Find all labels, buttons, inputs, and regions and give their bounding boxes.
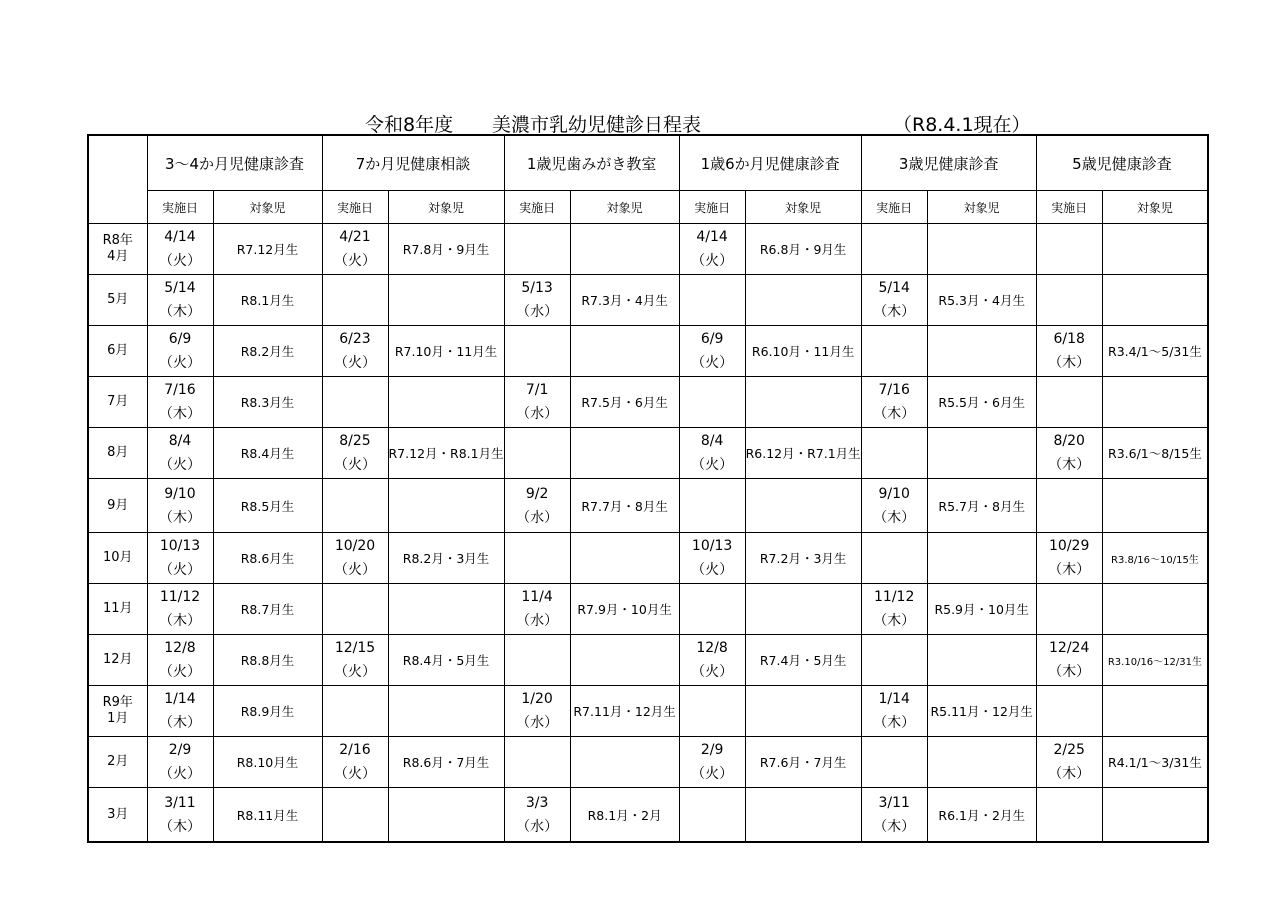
target-column-header: 対象児 xyxy=(1102,191,1208,224)
date-cell xyxy=(322,377,388,428)
date-cell xyxy=(1036,479,1102,533)
target-cell xyxy=(745,275,861,326)
target-cell: R5.3月・4月生 xyxy=(927,275,1036,326)
date-value: 1/14 xyxy=(878,691,910,707)
target-cell: R8.6月・7月生 xyxy=(388,737,504,788)
date-cell xyxy=(504,584,570,635)
date-cell xyxy=(147,686,213,737)
target-cell: R7.3月・4月生 xyxy=(570,275,679,326)
target-cell: R7.12月生 xyxy=(213,224,322,275)
weekday-value: （火） xyxy=(334,664,376,680)
month-label xyxy=(88,479,147,533)
date-column-header: 実施日 xyxy=(147,191,213,224)
date-cell xyxy=(861,686,927,737)
date-cell xyxy=(147,428,213,479)
program-header: 3～4か月児健康診査 xyxy=(147,135,322,191)
date-cell xyxy=(147,275,213,326)
date-value: 2/9 xyxy=(168,742,192,758)
date-cell xyxy=(861,533,927,584)
target-cell: R5.5月・6月生 xyxy=(927,377,1036,428)
date-cell xyxy=(861,428,927,479)
date-cell xyxy=(679,584,745,635)
weekday-value: （火） xyxy=(691,457,734,473)
date-cell xyxy=(861,326,927,377)
month-row xyxy=(88,275,1208,326)
target-cell: R7.2月・3月生 xyxy=(745,533,861,584)
weekday-value: （火） xyxy=(691,562,734,578)
corner-cell xyxy=(88,135,147,224)
target-cell xyxy=(388,788,504,843)
target-cell xyxy=(927,428,1036,479)
date-cell xyxy=(861,224,927,275)
date-value: 5/13 xyxy=(521,280,553,296)
month-row xyxy=(88,737,1208,788)
date-column-header: 実施日 xyxy=(861,191,927,224)
month-label-line: 5月 xyxy=(107,292,129,307)
target-cell xyxy=(927,326,1036,377)
date-cell xyxy=(322,584,388,635)
target-cell xyxy=(1102,788,1208,843)
target-cell xyxy=(745,788,861,843)
target-cell xyxy=(1102,224,1208,275)
month-label xyxy=(88,224,147,275)
target-cell: R8.6月生 xyxy=(213,533,322,584)
date-value: 4/14 xyxy=(696,229,728,245)
target-cell: R5.7月・8月生 xyxy=(927,479,1036,533)
program-header: 3歳児健康診査 xyxy=(861,135,1036,191)
month-label-line: 12月 xyxy=(102,652,133,667)
date-value: 11/12 xyxy=(159,589,201,605)
month-label xyxy=(88,635,147,686)
date-value: 2/25 xyxy=(1053,742,1085,758)
target-cell: R8.4月・5月生 xyxy=(388,635,504,686)
month-row xyxy=(88,533,1208,584)
date-value: 10/20 xyxy=(334,538,376,554)
target-cell xyxy=(1102,275,1208,326)
weekday-value: （木） xyxy=(873,406,916,422)
health-checkup-schedule-table xyxy=(87,134,1209,843)
weekday-value: （水） xyxy=(516,509,559,526)
date-value: 2/16 xyxy=(339,742,371,758)
date-cell xyxy=(679,377,745,428)
date-value: 1/14 xyxy=(164,691,196,707)
target-cell: R8.5月生 xyxy=(213,479,322,533)
date-value: 12/24 xyxy=(1049,640,1090,656)
month-label-line: R9年 xyxy=(102,695,133,710)
date-cell xyxy=(861,479,927,533)
target-cell xyxy=(745,686,861,737)
weekday-value: （木） xyxy=(159,613,201,629)
target-cell: R6.1月・2月生 xyxy=(927,788,1036,843)
weekday-value: （火） xyxy=(159,457,201,473)
target-cell xyxy=(388,479,504,533)
target-cell: R7.6月・7月生 xyxy=(745,737,861,788)
target-cell: R7.11月・12月生 xyxy=(570,686,679,737)
date-cell xyxy=(504,686,570,737)
target-cell: R7.7月・8月生 xyxy=(570,479,679,533)
date-value: 12/8 xyxy=(696,640,728,656)
date-cell xyxy=(322,326,388,377)
month-label-line: 3月 xyxy=(107,806,129,822)
target-cell: R7.10月・11月生 xyxy=(388,326,504,377)
month-row xyxy=(88,377,1208,428)
subheader-row xyxy=(88,191,1208,224)
target-column-header: 対象児 xyxy=(745,191,861,224)
date-cell xyxy=(861,584,927,635)
month-label-line: 7月 xyxy=(107,394,129,409)
date-cell xyxy=(322,635,388,686)
weekday-value: （木） xyxy=(159,304,201,320)
weekday-value: （水） xyxy=(516,715,559,731)
program-header: 5歳児健康診査 xyxy=(1036,135,1208,191)
date-cell xyxy=(504,533,570,584)
date-cell xyxy=(322,686,388,737)
date-value: 12/15 xyxy=(334,640,376,656)
date-value: 9/10 xyxy=(878,485,910,502)
date-value: 10/13 xyxy=(691,538,733,554)
target-cell xyxy=(570,326,679,377)
target-cell xyxy=(927,737,1036,788)
date-cell xyxy=(679,686,745,737)
date-value: 3/11 xyxy=(164,794,196,811)
weekday-value: （木） xyxy=(873,613,916,629)
month-row xyxy=(88,686,1208,737)
date-cell xyxy=(861,377,927,428)
target-cell: R3.4/1～5/31生 xyxy=(1102,326,1208,377)
month-label xyxy=(88,584,147,635)
date-cell xyxy=(1036,224,1102,275)
date-cell xyxy=(1036,326,1102,377)
month-label-line: 2月 xyxy=(107,754,129,769)
month-label-line: 1月 xyxy=(107,711,129,726)
month-row xyxy=(88,224,1208,275)
date-cell xyxy=(1036,686,1102,737)
weekday-value: （木） xyxy=(159,818,201,835)
date-cell xyxy=(679,635,745,686)
date-value: 8/20 xyxy=(1053,433,1085,449)
weekday-value: （木） xyxy=(1048,457,1091,473)
weekday-value: （火） xyxy=(159,253,201,269)
date-value: 10/29 xyxy=(1049,538,1090,554)
date-value: 3/11 xyxy=(878,794,910,811)
date-cell xyxy=(322,275,388,326)
date-cell xyxy=(679,737,745,788)
fiscal-year-label: 令和8年度 xyxy=(365,114,454,136)
date-cell xyxy=(504,428,570,479)
target-cell xyxy=(927,224,1036,275)
target-cell xyxy=(388,584,504,635)
schedule-title: 美濃市乳幼児健診日程表 xyxy=(492,114,702,136)
target-cell: R4.1/1～3/31生 xyxy=(1102,737,1208,788)
month-label-line: 10月 xyxy=(102,550,133,565)
date-cell xyxy=(147,224,213,275)
month-label xyxy=(88,737,147,788)
month-label xyxy=(88,533,147,584)
target-cell xyxy=(388,377,504,428)
month-label xyxy=(88,788,147,843)
weekday-value: （火） xyxy=(691,766,734,782)
date-cell xyxy=(147,737,213,788)
date-value: 12/8 xyxy=(164,640,196,656)
date-value: 6/9 xyxy=(700,331,724,347)
month-row xyxy=(88,635,1208,686)
month-row xyxy=(88,428,1208,479)
weekday-value: （木） xyxy=(1048,355,1091,371)
target-cell xyxy=(927,533,1036,584)
month-label xyxy=(88,686,147,737)
date-cell xyxy=(861,635,927,686)
month-label xyxy=(88,428,147,479)
date-value: 6/23 xyxy=(339,331,371,347)
date-column-header: 実施日 xyxy=(322,191,388,224)
target-cell xyxy=(388,686,504,737)
date-cell xyxy=(1036,584,1102,635)
target-cell xyxy=(927,635,1036,686)
date-cell xyxy=(679,275,745,326)
target-cell: R7.12月・R8.1月生 xyxy=(388,428,504,479)
target-cell: R7.8月・9月生 xyxy=(388,224,504,275)
date-value: 4/21 xyxy=(339,229,371,245)
weekday-value: （木） xyxy=(1048,766,1091,782)
date-cell xyxy=(1036,788,1102,843)
date-cell xyxy=(322,533,388,584)
date-cell xyxy=(679,788,745,843)
target-cell xyxy=(570,224,679,275)
date-value: 7/16 xyxy=(878,382,910,398)
date-value: 6/9 xyxy=(168,331,192,347)
date-cell xyxy=(861,737,927,788)
date-cell xyxy=(504,788,570,843)
date-cell xyxy=(322,224,388,275)
target-cell: R8.7月生 xyxy=(213,584,322,635)
date-cell xyxy=(679,479,745,533)
date-cell xyxy=(322,737,388,788)
date-column-header: 実施日 xyxy=(679,191,745,224)
date-cell xyxy=(322,788,388,843)
target-cell xyxy=(570,737,679,788)
target-column-header: 対象児 xyxy=(927,191,1036,224)
date-value: 7/1 xyxy=(525,382,549,398)
date-cell xyxy=(1036,635,1102,686)
weekday-value: （木） xyxy=(873,818,916,835)
target-cell: R5.9月・10月生 xyxy=(927,584,1036,635)
program-header: 7か月児健康相談 xyxy=(322,135,504,191)
weekday-value: （水） xyxy=(516,406,559,422)
date-cell xyxy=(679,428,745,479)
weekday-value: （火） xyxy=(334,562,376,578)
date-cell xyxy=(147,377,213,428)
date-cell xyxy=(322,479,388,533)
weekday-value: （火） xyxy=(691,664,734,680)
date-cell xyxy=(1036,377,1102,428)
date-value: 5/14 xyxy=(878,280,910,296)
date-cell xyxy=(504,737,570,788)
target-cell: R8.1月・2月 xyxy=(570,788,679,843)
date-cell xyxy=(504,635,570,686)
date-cell xyxy=(322,428,388,479)
date-cell xyxy=(147,584,213,635)
date-value: 8/25 xyxy=(339,433,371,449)
target-cell: R8.11月生 xyxy=(213,788,322,843)
target-cell: R8.4月生 xyxy=(213,428,322,479)
target-cell: R8.2月生 xyxy=(213,326,322,377)
date-value: 2/9 xyxy=(700,742,724,758)
month-label xyxy=(88,377,147,428)
date-value: 11/4 xyxy=(521,589,553,605)
target-cell: R8.10月生 xyxy=(213,737,322,788)
date-cell xyxy=(679,224,745,275)
date-value: 8/4 xyxy=(700,433,724,449)
target-column-header: 対象児 xyxy=(570,191,679,224)
target-cell: R6.12月・R7.1月生 xyxy=(745,428,861,479)
date-cell xyxy=(147,533,213,584)
date-value: 6/18 xyxy=(1053,331,1085,347)
target-cell xyxy=(745,479,861,533)
weekday-value: （木） xyxy=(159,406,201,422)
target-cell: R8.1月生 xyxy=(213,275,322,326)
target-cell: R3.10/16～12/31生 xyxy=(1102,635,1208,686)
date-value: 10/13 xyxy=(159,538,201,554)
target-cell: R7.5月・6月生 xyxy=(570,377,679,428)
date-value: 3/3 xyxy=(525,794,549,811)
weekday-value: （火） xyxy=(159,355,201,371)
month-label-line: 9月 xyxy=(107,497,129,513)
month-row xyxy=(88,788,1208,843)
weekday-value: （木） xyxy=(873,715,916,731)
target-cell: R8.3月生 xyxy=(213,377,322,428)
month-label-line: 8月 xyxy=(107,445,129,460)
date-cell xyxy=(1036,533,1102,584)
date-cell xyxy=(147,788,213,843)
target-cell xyxy=(1102,584,1208,635)
date-value: 1/20 xyxy=(521,691,553,707)
target-cell: R5.11月・12月生 xyxy=(927,686,1036,737)
as-of-date: （R8.4.1現在） xyxy=(893,114,1031,136)
date-value: 5/14 xyxy=(164,280,196,296)
weekday-value: （火） xyxy=(334,457,376,473)
month-label-line: R8年 xyxy=(102,233,133,248)
weekday-value: （火） xyxy=(159,664,201,680)
target-cell xyxy=(570,533,679,584)
date-cell xyxy=(504,275,570,326)
weekday-value: （火） xyxy=(691,355,734,371)
target-cell xyxy=(745,377,861,428)
target-cell xyxy=(745,584,861,635)
date-cell xyxy=(504,326,570,377)
target-cell: R6.10月・11月生 xyxy=(745,326,861,377)
target-cell xyxy=(570,428,679,479)
target-cell xyxy=(1102,377,1208,428)
month-label-line: 4月 xyxy=(107,249,129,264)
date-value: 8/4 xyxy=(168,433,192,449)
date-cell xyxy=(679,326,745,377)
month-row xyxy=(88,479,1208,533)
date-cell xyxy=(679,533,745,584)
target-cell: R8.9月生 xyxy=(213,686,322,737)
program-header-row xyxy=(88,135,1208,191)
weekday-value: （木） xyxy=(873,509,916,526)
target-cell: R3.6/1～8/15生 xyxy=(1102,428,1208,479)
weekday-value: （火） xyxy=(159,562,201,578)
weekday-value: （火） xyxy=(334,766,376,782)
target-cell: R7.9月・10月生 xyxy=(570,584,679,635)
month-label-line: 11月 xyxy=(102,601,133,616)
weekday-value: （火） xyxy=(334,355,376,371)
target-cell xyxy=(1102,686,1208,737)
weekday-value: （木） xyxy=(159,509,201,526)
target-column-header: 対象児 xyxy=(388,191,504,224)
date-cell xyxy=(1036,428,1102,479)
target-cell xyxy=(1102,479,1208,533)
program-header: 1歳6か月児健康診査 xyxy=(679,135,861,191)
weekday-value: （火） xyxy=(334,253,376,269)
date-cell xyxy=(147,479,213,533)
date-column-header: 実施日 xyxy=(504,191,570,224)
target-cell: R8.2月・3月生 xyxy=(388,533,504,584)
date-cell xyxy=(147,635,213,686)
month-label xyxy=(88,326,147,377)
date-value: 11/12 xyxy=(874,589,915,605)
target-cell: R8.8月生 xyxy=(213,635,322,686)
weekday-value: （火） xyxy=(159,766,201,782)
date-cell xyxy=(861,275,927,326)
month-row xyxy=(88,584,1208,635)
date-column-header: 実施日 xyxy=(1036,191,1102,224)
month-row xyxy=(88,326,1208,377)
target-column-header: 対象児 xyxy=(213,191,322,224)
month-label xyxy=(88,275,147,326)
date-cell xyxy=(504,377,570,428)
target-cell: R7.4月・5月生 xyxy=(745,635,861,686)
target-cell: R6.8月・9月生 xyxy=(745,224,861,275)
weekday-value: （水） xyxy=(516,613,559,629)
page-title xyxy=(0,110,1280,134)
date-cell xyxy=(1036,737,1102,788)
weekday-value: （火） xyxy=(691,253,734,269)
date-cell xyxy=(504,224,570,275)
program-header: 1歳児歯みがき教室 xyxy=(504,135,679,191)
weekday-value: （木） xyxy=(873,304,916,320)
date-value: 9/2 xyxy=(525,485,549,502)
date-cell xyxy=(147,326,213,377)
target-cell xyxy=(570,635,679,686)
date-value: 9/10 xyxy=(164,485,196,502)
date-cell xyxy=(861,788,927,843)
target-cell: R3.8/16～10/15生 xyxy=(1102,533,1208,584)
date-cell xyxy=(1036,275,1102,326)
month-label-line: 6月 xyxy=(107,343,129,358)
target-cell xyxy=(388,275,504,326)
date-cell xyxy=(504,479,570,533)
weekday-value: （水） xyxy=(516,304,559,320)
weekday-value: （木） xyxy=(1048,664,1091,680)
weekday-value: （木） xyxy=(1048,562,1091,578)
date-value: 4/14 xyxy=(164,229,196,245)
weekday-value: （水） xyxy=(516,818,559,835)
weekday-value: （木） xyxy=(159,715,201,731)
date-value: 7/16 xyxy=(164,382,196,398)
